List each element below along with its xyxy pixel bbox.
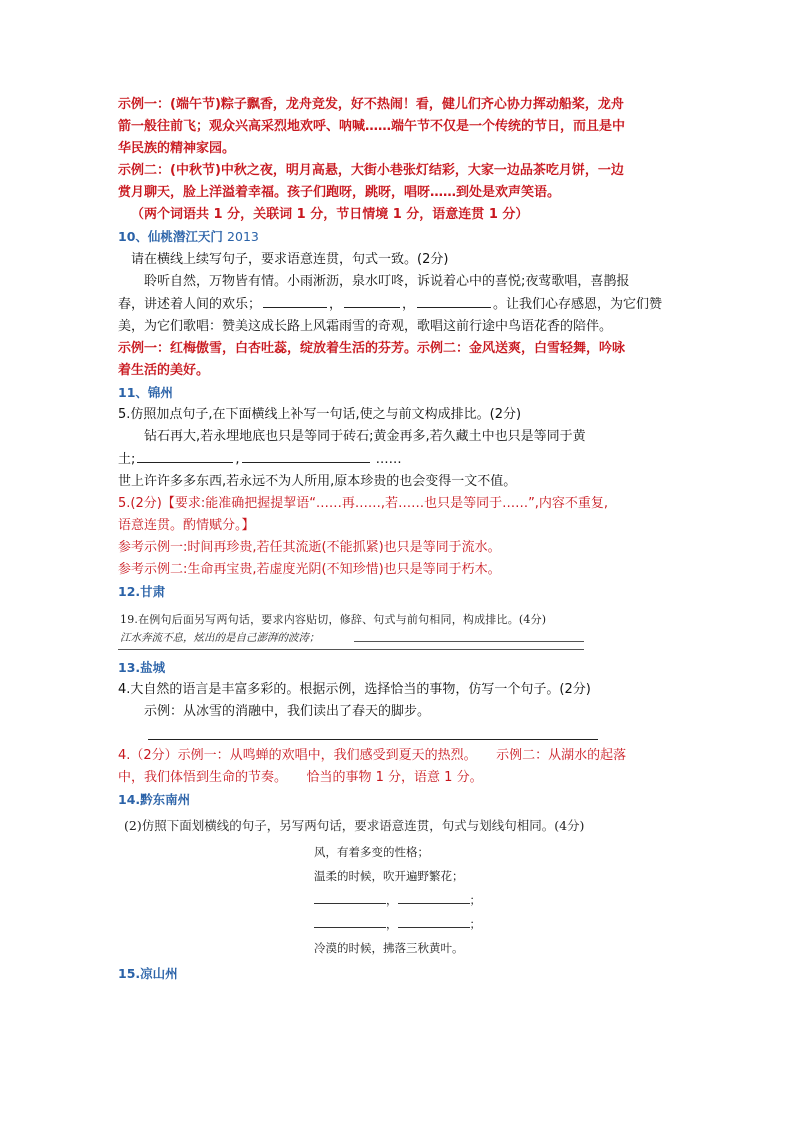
passage-line: 世上许许多多东西,若永远不为人所用,原本珍贵的也会变得一文不值。 <box>118 474 517 489</box>
section-heading: 15.凉山州 <box>118 966 178 981</box>
section-heading: 12.甘肃 <box>118 584 166 599</box>
section-15 <box>118 963 678 985</box>
section-year: 2013 <box>227 229 259 244</box>
passage-line: 钻石再大,若永埋地底也只是等同于砖石;黄金再多,若久藏土中也只是等同于黄 <box>144 429 586 444</box>
answer-blank[interactable] <box>354 641 584 642</box>
answer-line: 示例二：(中秋节)中秋之夜，明月高悬，大街小巷张灯结彩，大家一边品茶吃月饼，一边 <box>118 163 624 178</box>
passage-line: 聆听自然，万物皆有情。小雨淅沥，泉水叮咚，诉说着心中的喜悦;夜莺歌唱，喜鹊报 <box>144 274 630 289</box>
question-text: 5.仿照加点句子,在下面横线上补写一句话,使之与前文构成排比。(2分) <box>118 407 522 422</box>
section-13 <box>118 657 678 789</box>
answer-line: 箭一般往前飞；观众兴高采烈地欢呼、呐喊……端午节不仅是一个传统的节日，而且是中 <box>118 119 626 134</box>
answer-blank[interactable] <box>137 448 233 463</box>
separator: ， <box>402 297 416 312</box>
answer-line: 赏月聊天，脸上洋溢着幸福。孩子们跑呀，跳呀，唱呀……到处是欢声笑语。 <box>118 185 561 200</box>
scanned-question-text: (2)仿照下面划横线的句子，另写两句话，要求语意连贯，句式与划线句相同。(4分) <box>124 818 585 833</box>
separator: , <box>235 452 240 467</box>
answer-line: 4.（2分）示例一：从鸣蝉的欢唱中，我们感受到夏天的热烈。 示例二：从湖水的起落 <box>118 748 627 763</box>
answer-blank[interactable] <box>118 649 584 650</box>
section-heading: 10、仙桃潜江天门 <box>118 229 223 244</box>
answer-blank[interactable] <box>417 293 491 308</box>
answer-blank[interactable] <box>398 891 470 904</box>
section-heading: 14.黔东南州 <box>118 792 191 807</box>
document-page <box>118 94 678 985</box>
answer-line: 华民族的精神家园。 <box>118 141 236 156</box>
answer-blank[interactable] <box>314 915 386 928</box>
answer-line: 语意连贯。酌情赋分。】 <box>118 518 255 533</box>
answer-blank[interactable] <box>242 448 370 463</box>
passage-text: 土; <box>118 452 136 467</box>
poem-blank-line: ， ； <box>314 889 481 911</box>
answer-block-festival <box>118 94 678 226</box>
separator: ， <box>329 297 343 312</box>
poem-line: 冷漠的时候，拂落三秋黄叶。 <box>314 941 464 955</box>
scanned-question-image <box>118 607 588 651</box>
section-heading: 13.盐城 <box>118 660 166 675</box>
answer-line: 5.(2分)【要求:能准确把握提挈语“……再……,若……也只是等同于……”,内容不重复, <box>118 496 609 511</box>
answer-line: 中，我们体悟到生命的节奏。 恰当的事物 1 分，语意 1 分。 <box>118 770 483 785</box>
passage-text: 春，讲述着人间的欢乐； <box>118 297 262 312</box>
passage-text: 。让我们心存感恩，为它们赞 <box>493 297 663 312</box>
answer-line: 参考示例二:生命再宝贵,若虚度光阴(不知珍惜)也只是等同于朽木。 <box>118 562 501 577</box>
scanned-example-text: 江水奔流不息，炫出的是自己澎湃的波涛； <box>120 632 320 644</box>
answer-blank[interactable] <box>148 725 598 740</box>
section-10 <box>118 226 678 382</box>
scoring-note: （两个词语共 1 分，关联词 1 分，节日情境 1 分，语意连贯 1 分） <box>131 207 529 222</box>
answer-blank[interactable] <box>344 293 400 308</box>
answer-line: 示例一：(端午节)粽子飘香，龙舟竞发，好不热闹！看，健儿们齐心协力挥动船桨，龙舟 <box>118 97 624 112</box>
answer-line: 示例一：红梅傲雪，白杏吐蕊，绽放着生活的芬芳。示例二：金风送爽，白雪轻舞，吟咏 <box>118 341 626 356</box>
section-14 <box>118 789 678 957</box>
scanned-question-text: 19.在例句后面另写两句话，要求内容贴切，修辞、句式与前句相同，构成排比。(4分) <box>120 613 547 626</box>
passage-line-with-blanks <box>118 448 678 471</box>
answer-line: 着生活的美好。 <box>118 363 210 378</box>
answer-blank[interactable] <box>314 891 386 904</box>
poem-line: 温柔的时候，吹开遍野繁花； <box>314 869 464 883</box>
section-heading: 11、锦州 <box>118 385 173 400</box>
answer-blank[interactable] <box>263 293 327 308</box>
poem-blank-line: ， ； <box>314 913 481 935</box>
answer-blank[interactable] <box>398 915 470 928</box>
question-text: 4.大自然的语言是丰富多彩的。根据示例，选择恰当的事物，仿写一个句子。(2分) <box>118 682 591 697</box>
passage-line-with-blanks <box>118 293 678 316</box>
poem-line: 风，有着多变的性格； <box>314 845 429 859</box>
section-12 <box>118 581 678 651</box>
ellipsis: …… <box>375 452 402 467</box>
answer-line: 参考示例一:时间再珍贵,若任其流逝(不能抓紧)也只是等同于流水。 <box>118 540 501 555</box>
example-text: 示例：从冰雪的消融中，我们读出了春天的脚步。 <box>144 704 431 719</box>
section-11 <box>118 382 678 581</box>
question-text: 请在横线上续写句子，要求语意连贯，句式一致。(2分) <box>131 252 449 267</box>
passage-line: 美，为它们歌唱：赞美这成长路上风霜雨雪的奇观，歌唱这前行途中鸟语花香的陪伴。 <box>118 319 613 334</box>
scanned-question-image <box>118 815 658 957</box>
answer-line-area <box>118 723 678 745</box>
